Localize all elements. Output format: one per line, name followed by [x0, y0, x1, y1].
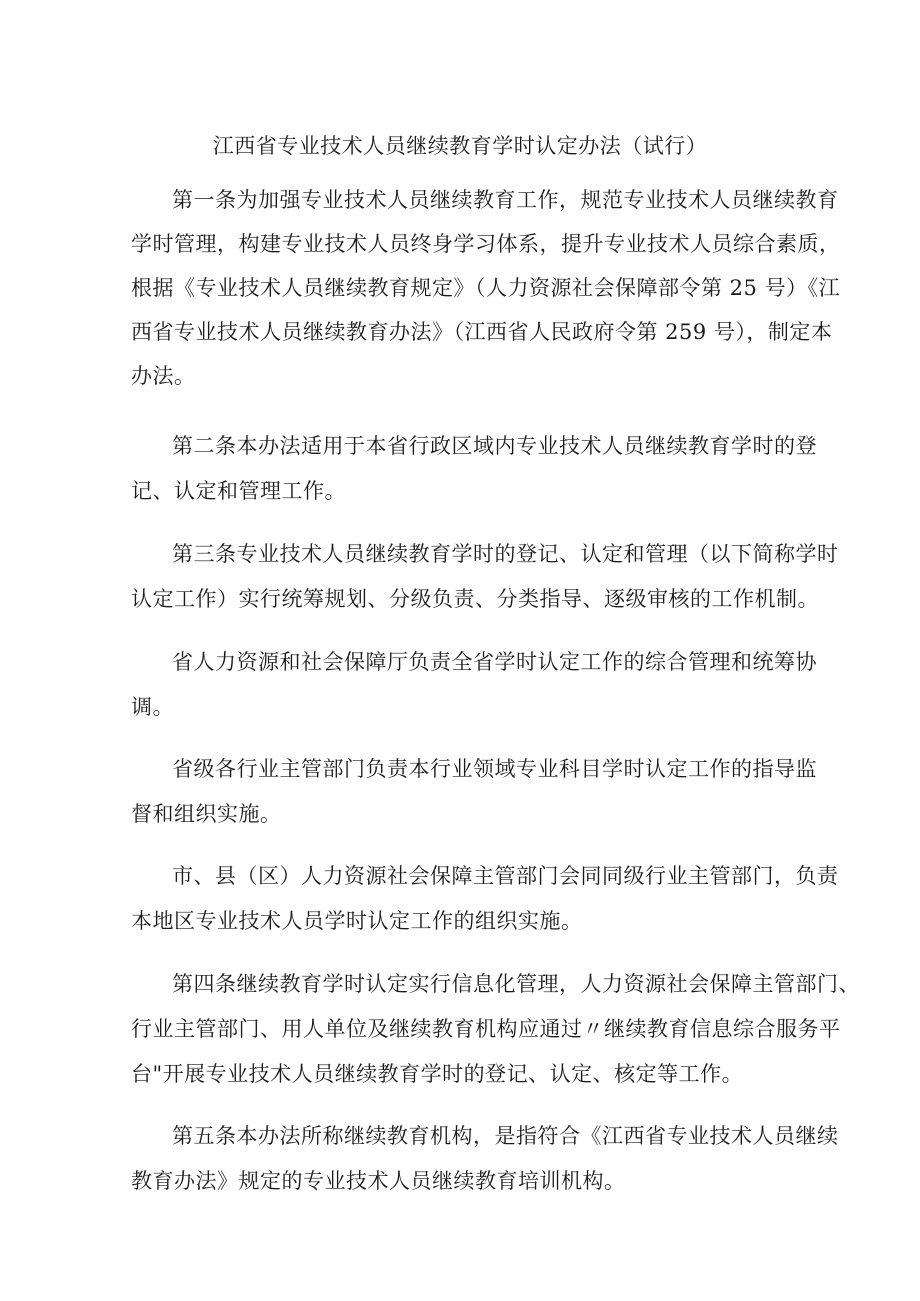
document-title: 江西省专业技术人员继续教育学时认定办法（试行） — [212, 134, 708, 158]
paragraph-7-line-2: 行业主管部门、用人单位及继续教育机构应通过〃继续教育信息综合服务平 — [131, 1017, 841, 1041]
paragraph-6-line-1: 市、县（区）人力资源社会保障主管部门会同同级行业主管部门，负责 — [172, 864, 839, 888]
paragraph-1-line-4: 西省专业技术人员继续教育办法》（江西省人民政府令第 259 号），制定本 — [131, 320, 833, 344]
paragraph-5-line-2: 督和组织实施。 — [131, 802, 282, 826]
paragraph-1-line-1: 第一条为加强专业技术人员继续教育工作，规范专业技术人员继续教育 — [172, 188, 839, 212]
paragraph-7-line-3: 台"开展专业技术人员继续教育学时的登记、认定、核定等工作。 — [131, 1062, 744, 1086]
paragraph-1-line-2: 学时管理，构建专业技术人员终身学习体系，提升专业技术人员综合素质， — [131, 232, 841, 256]
paragraph-3-line-2: 认定工作）实行统筹规划、分级负责、分类指导、逐级审核的工作机制。 — [131, 587, 819, 611]
paragraph-1-line-3: 根据《专业技术人员继续教育规定》（人力资源社会保障部令第 25 号）《江 — [131, 276, 841, 300]
paragraph-8-line-1: 第五条本办法所称继续教育机构，是指符合《江西省专业技术人员继续 — [172, 1124, 839, 1148]
paragraph-2-line-2: 记、认定和管理工作。 — [131, 479, 346, 503]
paragraph-6-line-2: 本地区专业技术人员学时认定工作的组织实施。 — [131, 909, 583, 933]
paragraph-2-line-1: 第二条本办法适用于本省行政区域内专业技术人员继续教育学时的登 — [172, 434, 817, 458]
paragraph-1-line-5: 办法。 — [131, 364, 196, 388]
paragraph-7-line-1: 第四条继续教育学时认定实行信息化管理，人力资源社会保障主管部门、 — [172, 972, 860, 996]
paragraph-3-line-1: 第三条专业技术人员继续教育学时的登记、认定和管理（以下简称学时 — [172, 542, 839, 566]
paragraph-4-line-1: 省人力资源和社会保障厅负责全省学时认定工作的综合管理和统筹协 — [172, 650, 817, 674]
paragraph-5-line-1: 省级各行业主管部门负责本行业领域专业科目学时认定工作的指导监 — [172, 757, 817, 781]
paragraph-4-line-2: 调。 — [131, 695, 174, 719]
paragraph-8-line-2: 教育办法》规定的专业技术人员继续教育培训机构。 — [131, 1169, 626, 1193]
